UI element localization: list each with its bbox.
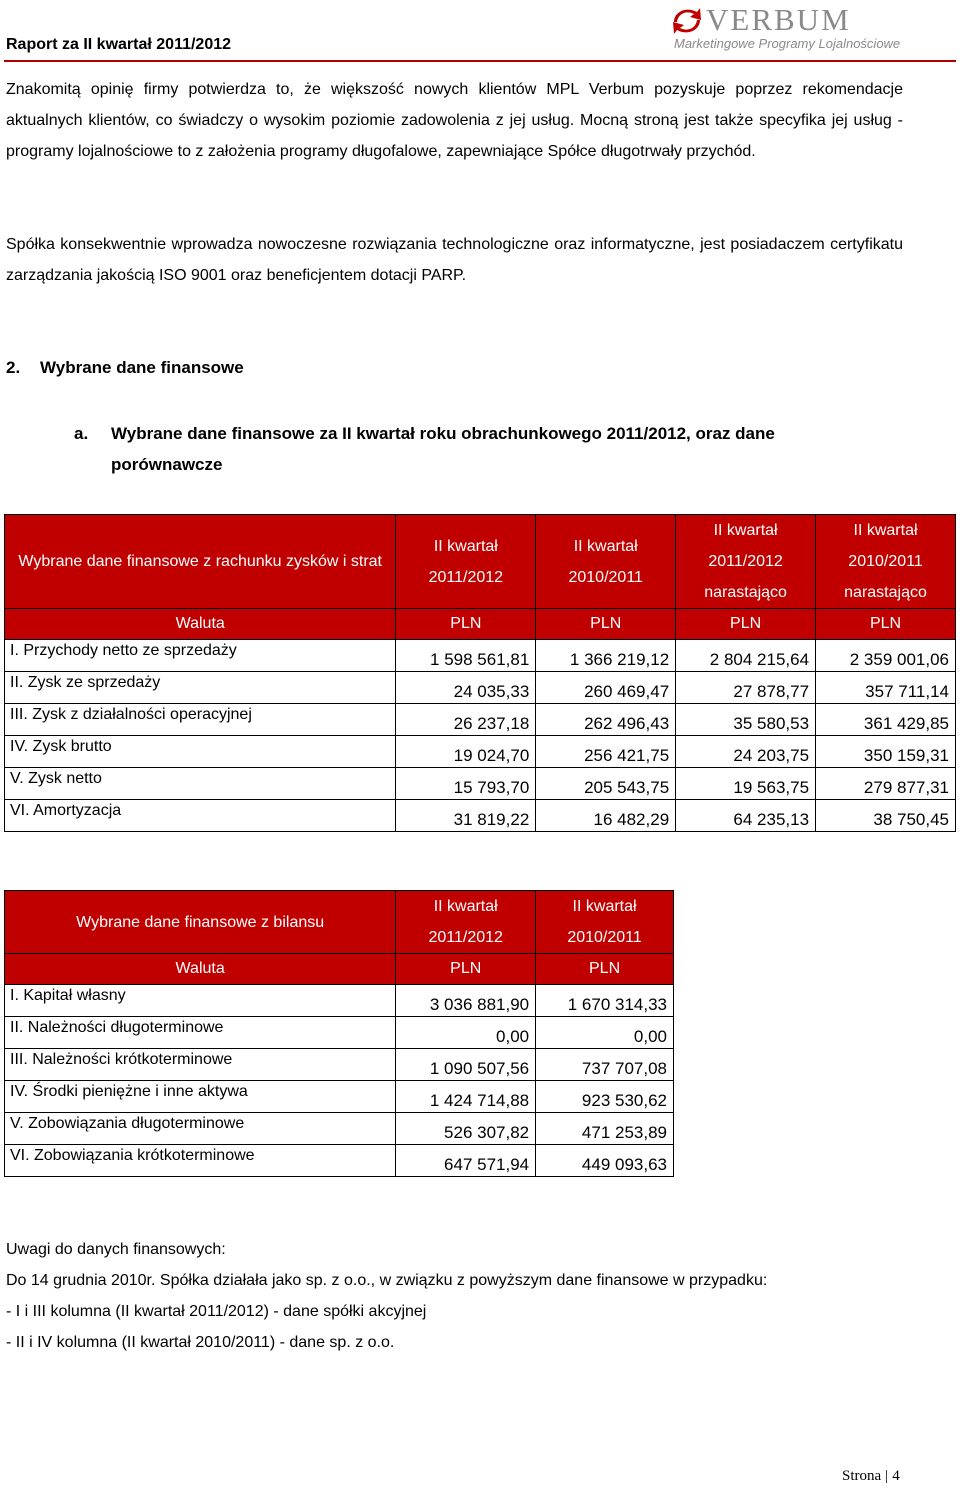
row-value: 38 750,45	[816, 800, 956, 832]
row-value: 3 036 881,90	[396, 985, 536, 1017]
row-value: 2 359 001,06	[816, 640, 956, 672]
logo-tagline: Marketingowe Programy Lojalnościowe	[674, 36, 901, 51]
row-label: I. Kapitał własny	[5, 985, 396, 1017]
row-value: 260 469,47	[536, 672, 676, 704]
row-value: 1 598 561,81	[396, 640, 536, 672]
income-header-q2-2011-2012-cumulative: II kwartał 2011/2012 narastająco	[676, 515, 816, 609]
table-row	[5, 1145, 674, 1177]
table-row	[5, 672, 956, 704]
balance-header-q2-2010-2011: II kwartał 2010/2011	[536, 891, 674, 954]
income-currency-row	[5, 609, 956, 640]
income-header-label: Wybrane dane finansowe z rachunku zysków i strat	[5, 515, 396, 609]
financial-notes	[6, 1234, 767, 1358]
row-value: 26 237,18	[396, 704, 536, 736]
page-label: Strona	[842, 1468, 882, 1484]
notes-line: - II i IV kolumna (II kwartał 2010/2011) - dane sp. z o.o.	[6, 1334, 395, 1351]
currency-cell: PLN	[816, 609, 956, 640]
notes-line: Do 14 grudnia 2010r. Spółka działała jako sp. z o.o., w związku z powyższym dane finansowe w przypadku:	[6, 1272, 768, 1289]
notes-line: - I i III kolumna (II kwartał 2011/2012) - dane spółki akcyjnej	[6, 1303, 427, 1320]
row-label: I. Przychody netto ze sprzedaży	[5, 640, 396, 672]
row-value: 262 496,43	[536, 704, 676, 736]
row-value: 279 877,31	[816, 768, 956, 800]
row-value: 923 530,62	[536, 1081, 674, 1113]
row-value: 27 878,77	[676, 672, 816, 704]
row-value: 35 580,53	[676, 704, 816, 736]
page-number: 4	[892, 1468, 900, 1484]
row-label: VI. Amortyzacja	[5, 800, 396, 832]
row-label: VI. Zobowiązania krótkoterminowe	[5, 1145, 396, 1177]
row-value: 361 429,85	[816, 704, 956, 736]
row-value: 449 093,63	[536, 1145, 674, 1177]
verbum-logo	[670, 2, 920, 54]
section-title: Wybrane dane finansowe	[40, 358, 244, 377]
row-value: 256 421,75	[536, 736, 676, 768]
row-value: 24 035,33	[396, 672, 536, 704]
subsection-heading	[74, 418, 834, 480]
row-label: II. Należności długoterminowe	[5, 1017, 396, 1049]
row-label: III. Zysk z działalności operacyjnej	[5, 704, 396, 736]
row-value: 15 793,70	[396, 768, 536, 800]
income-header-q2-2010-2011: II kwartał 2010/2011	[536, 515, 676, 609]
logo-wordmark: VERBUM	[706, 2, 851, 37]
row-label: IV. Środki pieniężne i inne aktywa	[5, 1081, 396, 1113]
paragraph-recommendations: Znakomitą opinię firmy potwierdza to, że większość nowych klientów MPL Verbum pozyskuje poprzez rekomendacje aktualnych klientów, co świadczy o wysokim poziomie zadowolenia z jej usług. Mocną stroną jest także specyfika jej usług - programy lojalnościowe to z założenia programy długofalowe, zapewniające Spółce długotrwały przychód.	[6, 81, 903, 160]
subsection-title: Wybrane dane finansowe za II kwartał roku obrachunkowego 2011/2012, oraz dane porównawcze	[111, 424, 775, 474]
notes-heading: Uwagi do danych finansowych:	[6, 1241, 226, 1258]
row-value: 526 307,82	[396, 1113, 536, 1145]
row-value: 19 563,75	[676, 768, 816, 800]
balance-header-label: Wybrane dane finansowe z bilansu	[5, 891, 396, 954]
row-label: IV. Zysk brutto	[5, 736, 396, 768]
table-row	[5, 1017, 674, 1049]
currency-label: Waluta	[5, 609, 396, 640]
table-row	[5, 640, 956, 672]
table-row	[5, 800, 956, 832]
row-value: 350 159,31	[816, 736, 956, 768]
row-value: 19 024,70	[396, 736, 536, 768]
section-number: 2.	[6, 358, 21, 377]
currency-cell: PLN	[676, 609, 816, 640]
table-row	[5, 985, 674, 1017]
income-statement-table	[4, 514, 956, 832]
row-value: 16 482,29	[536, 800, 676, 832]
row-value: 1 670 314,33	[536, 985, 674, 1017]
currency-cell: PLN	[536, 954, 674, 985]
currency-label: Waluta	[5, 954, 396, 985]
row-value: 1 366 219,12	[536, 640, 676, 672]
report-title: Raport za II kwartał 2011/2012	[6, 36, 232, 53]
table-row	[5, 1113, 674, 1145]
row-value: 0,00	[396, 1017, 536, 1049]
row-value: 357 711,14	[816, 672, 956, 704]
row-label: V. Zysk netto	[5, 768, 396, 800]
row-value: 647 571,94	[396, 1145, 536, 1177]
row-value: 2 804 215,64	[676, 640, 816, 672]
income-header-q2-2011-2012: II kwartał 2011/2012	[396, 515, 536, 609]
table-row	[5, 768, 956, 800]
table-row	[5, 704, 956, 736]
balance-currency-row	[5, 954, 674, 985]
row-value: 205 543,75	[536, 768, 676, 800]
row-value: 471 253,89	[536, 1113, 674, 1145]
row-value: 0,00	[536, 1017, 674, 1049]
row-value: 1 090 507,56	[396, 1049, 536, 1081]
header-divider	[4, 60, 956, 62]
verbum-swirl-icon	[670, 4, 704, 38]
income-header-q2-2010-2011-cumulative: II kwartał 2010/2011 narastająco	[816, 515, 956, 609]
balance-header-q2-2011-2012: II kwartał 2011/2012	[396, 891, 536, 954]
row-value: 64 235,13	[676, 800, 816, 832]
currency-cell: PLN	[396, 954, 536, 985]
row-value: 24 203,75	[676, 736, 816, 768]
table-row	[5, 1049, 674, 1081]
row-label: II. Zysk ze sprzedaży	[5, 672, 396, 704]
row-label: V. Zobowiązania długoterminowe	[5, 1113, 396, 1145]
table-row	[5, 1081, 674, 1113]
currency-cell: PLN	[396, 609, 536, 640]
row-value: 737 707,08	[536, 1049, 674, 1081]
currency-cell: PLN	[536, 609, 676, 640]
balance-sheet-table	[4, 890, 674, 1177]
row-label: III. Należności krótkoterminowe	[5, 1049, 396, 1081]
row-value: 1 424 714,88	[396, 1081, 536, 1113]
table-row	[5, 736, 956, 768]
page-separator: |	[885, 1468, 889, 1484]
subsection-letter: a.	[74, 424, 89, 443]
page-footer	[842, 1468, 900, 1485]
section-heading	[6, 358, 244, 378]
row-value: 31 819,22	[396, 800, 536, 832]
paragraph-technology: Spółka konsekwentnie wprowadza nowoczesne rozwiązania technologiczne oraz informatyczne, jest posiadaczem certyfikatu zarządzania jakością ISO 9001 oraz beneficjentem dotacji PARP.	[6, 236, 903, 284]
